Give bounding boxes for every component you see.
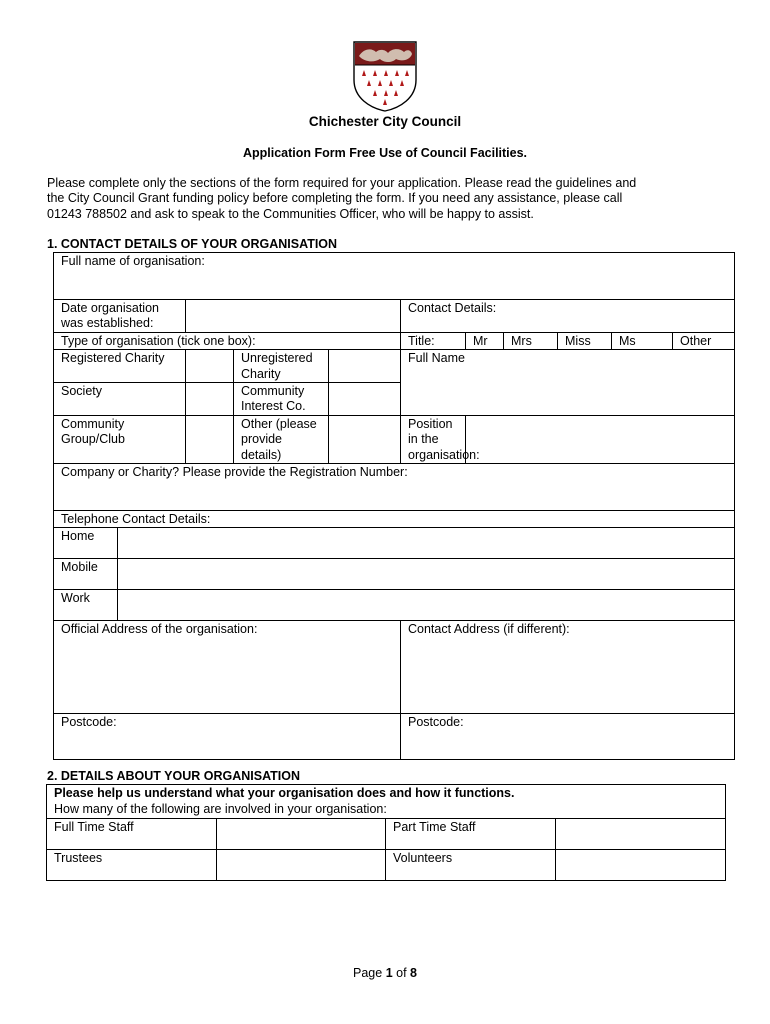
other-tickbox[interactable] bbox=[329, 415, 401, 463]
home-label: Home bbox=[61, 529, 95, 544]
contact-details-table bbox=[53, 252, 735, 760]
official-address-field[interactable] bbox=[54, 621, 401, 714]
mobile-label-cell bbox=[54, 559, 118, 590]
home-label-cell bbox=[54, 528, 118, 559]
council-name: Chichester City Council bbox=[308, 114, 462, 129]
help-text-cell bbox=[47, 785, 726, 802]
other-details-label: Other (please provide details) bbox=[241, 416, 317, 462]
date-established-label: Date organisation was established: bbox=[61, 301, 159, 331]
work-label-cell bbox=[54, 590, 118, 621]
page-number bbox=[0, 966, 770, 980]
trustees-label-cell bbox=[47, 849, 217, 880]
full-name-label: Full name of organisation: bbox=[61, 254, 205, 268]
how-many-cell bbox=[47, 801, 726, 818]
form-title: Application Form Free Use of Council Facilities. bbox=[242, 146, 528, 160]
title-option-miss[interactable] bbox=[558, 332, 612, 349]
position-label-cell bbox=[401, 415, 480, 463]
section1-heading: 1. CONTACT DETAILS OF YOUR ORGANISATION bbox=[47, 237, 338, 251]
other-label-cell bbox=[234, 415, 329, 463]
intro-line: the City Council Grant funding policy before completing the form. If you need any assistance, please call bbox=[47, 191, 623, 206]
page-total: 8 bbox=[410, 966, 417, 980]
community-group-tickbox[interactable] bbox=[186, 415, 234, 463]
contact-address-field[interactable] bbox=[401, 621, 735, 714]
full-name-of-organisation-field[interactable] bbox=[54, 253, 735, 300]
full-time-label: Full Time Staff bbox=[54, 819, 134, 834]
mobile-label: Mobile bbox=[61, 560, 98, 575]
date-established-label-cell bbox=[54, 300, 186, 333]
help-text: Please help us understand what your organisation does and how it functions. bbox=[54, 786, 515, 800]
community-interest-label: Community Interest Co. bbox=[241, 384, 306, 414]
mobile-phone-input[interactable] bbox=[118, 559, 735, 590]
registration-number-field[interactable] bbox=[54, 464, 735, 511]
council-crest bbox=[352, 40, 418, 112]
title-option-ms[interactable] bbox=[612, 332, 673, 349]
full-name-contact-label: Full Name bbox=[408, 351, 465, 366]
telephone-heading-cell bbox=[54, 511, 735, 528]
contact-details-label: Contact Details: bbox=[408, 301, 497, 315]
part-time-input[interactable] bbox=[556, 818, 726, 849]
page-word: Page bbox=[353, 966, 383, 980]
unregistered-charity-label: Unregistered Charity bbox=[241, 351, 313, 381]
community-group-label-cell bbox=[54, 415, 186, 463]
work-label: Work bbox=[61, 591, 90, 606]
title-label-cell bbox=[401, 332, 466, 349]
title-option-mrs[interactable] bbox=[504, 332, 558, 349]
full-time-input[interactable] bbox=[217, 818, 386, 849]
full-name-field[interactable] bbox=[401, 350, 735, 416]
trustees-label: Trustees bbox=[54, 850, 103, 865]
part-time-label: Part Time Staff bbox=[393, 819, 476, 834]
society-label: Society bbox=[61, 384, 102, 399]
position-input[interactable] bbox=[466, 415, 735, 463]
organisation-details-table bbox=[46, 784, 726, 881]
postcode-label: Postcode: bbox=[408, 715, 464, 730]
title-option-other[interactable] bbox=[673, 332, 735, 349]
intro-line: 01243 788502 and ask to speak to the Communities Officer, who will be happy to assist. bbox=[47, 206, 534, 221]
full-time-label-cell bbox=[47, 818, 217, 849]
official-address-label: Official Address of the organisation: bbox=[61, 622, 258, 637]
intro-line: Please complete only the sections of the form required for your application. Please read the guidelines and bbox=[47, 176, 637, 190]
unregistered-charity-label-cell bbox=[234, 350, 329, 383]
telephone-label: Telephone Contact Details: bbox=[61, 512, 211, 527]
home-phone-input[interactable] bbox=[118, 528, 735, 559]
title-option-label: Mrs bbox=[511, 333, 532, 348]
society-tickbox[interactable] bbox=[186, 383, 234, 416]
postcode-label: Postcode: bbox=[61, 715, 117, 730]
page-current: 1 bbox=[385, 966, 393, 980]
title-option-label: Other bbox=[680, 333, 712, 348]
community-interest-tickbox[interactable] bbox=[329, 383, 401, 416]
part-time-label-cell bbox=[386, 818, 556, 849]
how-many-text: How many of the following are involved in your organisation: bbox=[54, 802, 387, 817]
volunteers-label-cell bbox=[386, 849, 556, 880]
registered-charity-label-cell bbox=[54, 350, 186, 383]
work-phone-input[interactable] bbox=[118, 590, 735, 621]
contact-postcode-field[interactable] bbox=[401, 714, 735, 760]
position-label: Position in the organisation: bbox=[408, 416, 480, 462]
volunteers-input[interactable] bbox=[556, 849, 726, 880]
unregistered-charity-tickbox[interactable] bbox=[329, 350, 401, 383]
registered-charity-label: Registered Charity bbox=[61, 351, 165, 366]
society-label-cell bbox=[54, 383, 186, 416]
title-option-label: Miss bbox=[565, 333, 591, 348]
title-label: Title: bbox=[408, 333, 435, 348]
title-option-label: Ms bbox=[619, 333, 636, 348]
intro-paragraph bbox=[47, 176, 737, 222]
title-option-label: Mr bbox=[473, 333, 488, 348]
trustees-input[interactable] bbox=[217, 849, 386, 880]
org-type-label: Type of organisation (tick one box): bbox=[61, 333, 256, 348]
org-type-label-cell bbox=[54, 332, 401, 349]
title-option-mr[interactable] bbox=[466, 332, 504, 349]
registration-label: Company or Charity? Please provide the Registration Number: bbox=[61, 465, 408, 480]
section2-heading: 2. DETAILS ABOUT YOUR ORGANISATION bbox=[47, 769, 301, 783]
date-established-input[interactable] bbox=[186, 300, 401, 333]
of-word: of bbox=[396, 966, 407, 980]
volunteers-label: Volunteers bbox=[393, 850, 453, 865]
registered-charity-tickbox[interactable] bbox=[186, 350, 234, 383]
contact-address-label: Contact Address (if different): bbox=[408, 622, 570, 637]
community-group-label: Community Group/Club bbox=[61, 416, 125, 447]
official-postcode-field[interactable] bbox=[54, 714, 401, 760]
community-interest-label-cell bbox=[234, 383, 329, 416]
contact-details-cell bbox=[401, 300, 735, 333]
